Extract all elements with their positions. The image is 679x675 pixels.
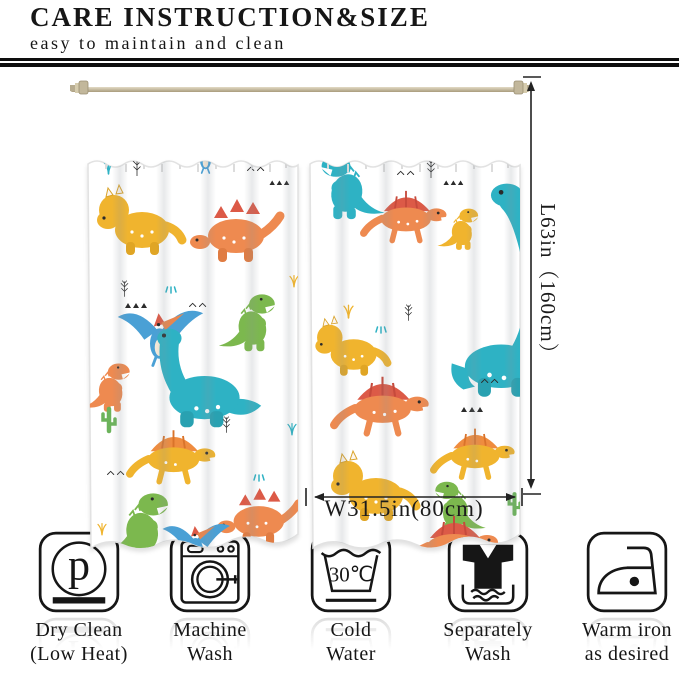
header — [0, 2, 679, 67]
triangles — [444, 181, 464, 186]
curtain-panel-left — [86, 154, 300, 564]
width-dimension-label: W31.5in(80cm) — [324, 496, 484, 521]
rod-finial-left — [70, 79, 90, 96]
separately-wash-label: Separately Wash — [443, 619, 533, 665]
page-title: CARE INSTRUCTION&SIZE — [30, 2, 430, 32]
page-subtitle: easy to maintain and clean — [30, 33, 286, 53]
dry-clean-label: Dry Clean (Low Heat) — [30, 619, 128, 665]
curtain-rod — [70, 87, 530, 92]
warm-iron-label: Warm iron as desired — [581, 619, 673, 665]
care-item-warm-iron — [547, 530, 679, 666]
cold-water-label: Cold Water — [326, 619, 376, 665]
grass — [336, 557, 346, 563]
curtain-size-diagram — [0, 70, 679, 530]
triangles — [125, 303, 147, 308]
plant-tuft — [380, 550, 388, 561]
machine-wash-label: Machine Wash — [173, 619, 247, 665]
warm-iron-icon — [585, 530, 669, 614]
double-rule-divider — [0, 58, 679, 67]
height-dimension-label: L63in（160cm） — [536, 203, 560, 365]
